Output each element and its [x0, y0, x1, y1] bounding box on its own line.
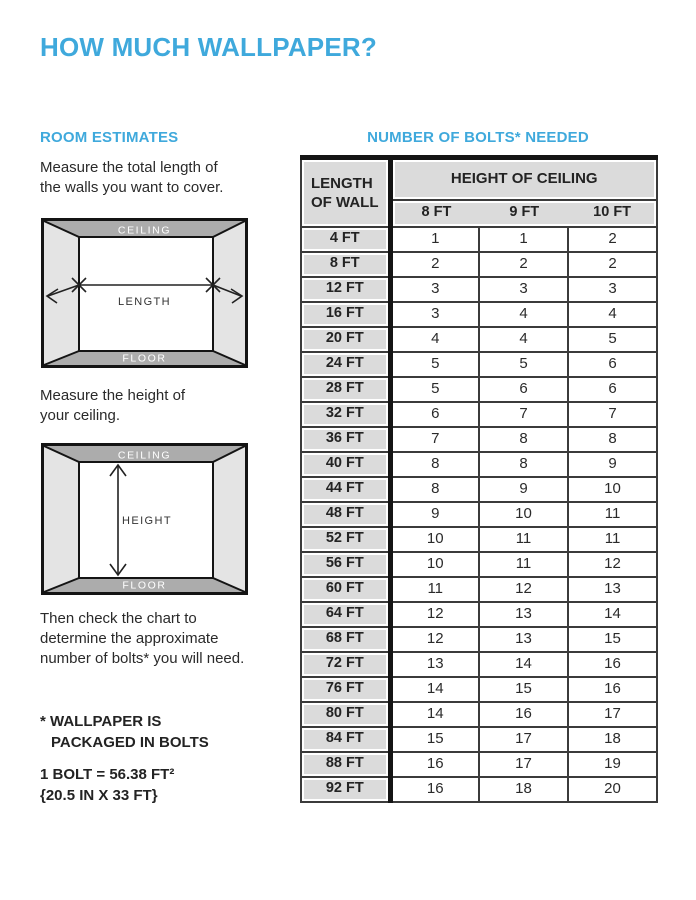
bolt-count-cell: 3 — [390, 277, 479, 302]
bolt-count-cell: 6 — [390, 402, 479, 427]
wall-length-cell: 8 FT — [301, 252, 390, 277]
bolt-count-cell: 9 — [479, 477, 568, 502]
wall-length-cell: 48 FT — [301, 502, 390, 527]
bolt-count-cell: 13 — [479, 602, 568, 627]
wall-length-cell: 60 FT — [301, 577, 390, 602]
bolt-count-cell: 16 — [390, 777, 479, 802]
text-line: your ceiling. — [40, 407, 121, 424]
bolt-count-cell: 16 — [568, 652, 657, 677]
bolt-count-cell: 6 — [568, 377, 657, 402]
wall-length-cell: 28 FT — [301, 377, 390, 402]
bolt-count-cell: 5 — [390, 377, 479, 402]
bolt-count-cell: 1 — [390, 227, 479, 252]
right-wall-surface — [213, 221, 245, 365]
table-row — [301, 677, 657, 702]
bolt-count-cell: 17 — [479, 727, 568, 752]
wall-length-cell: 32 FT — [301, 402, 390, 427]
table-row — [301, 452, 657, 477]
bolt-count-cell: 8 — [479, 452, 568, 477]
bolt-count-cell: 12 — [390, 627, 479, 652]
table-row — [301, 627, 657, 652]
bolt-count-cell: 11 — [390, 577, 479, 602]
ceiling-label: CEILING — [117, 449, 172, 462]
bolt-count-cell: 1 — [479, 227, 568, 252]
wall-length-cell: 24 FT — [301, 352, 390, 377]
table-header-row — [301, 158, 657, 200]
bolts-table — [300, 155, 658, 803]
instruction-measure-length — [40, 158, 223, 198]
bolt-count-cell: 13 — [390, 652, 479, 677]
bolts-table-body — [301, 227, 657, 802]
bolt-count-cell: 11 — [479, 552, 568, 577]
bolts-table-container — [300, 155, 656, 803]
bolt-count-cell: 11 — [568, 502, 657, 527]
bolt-count-cell: 11 — [479, 527, 568, 552]
bolt-count-cell: 5 — [479, 352, 568, 377]
bolt-count-cell: 10 — [390, 552, 479, 577]
bolt-count-cell: 4 — [479, 327, 568, 352]
text-line: determine the approximate — [40, 630, 219, 647]
table-row — [301, 602, 657, 627]
bolt-count-cell: 14 — [568, 602, 657, 627]
bolt-count-cell: 11 — [568, 527, 657, 552]
text-line: * WALLPAPER IS — [40, 713, 162, 730]
bolt-count-cell: 7 — [568, 402, 657, 427]
bolt-count-cell: 2 — [568, 252, 657, 277]
bolt-count-cell: 8 — [390, 452, 479, 477]
bolt-count-cell: 17 — [568, 702, 657, 727]
bolt-count-cell: 15 — [568, 627, 657, 652]
text-line: PACKAGED IN BOLTS — [51, 734, 209, 751]
wall-length-cell: 36 FT — [301, 427, 390, 452]
length-measure-label: LENGTH — [117, 296, 172, 308]
wall-length-cell: 80 FT — [301, 702, 390, 727]
bolt-count-cell: 20 — [568, 777, 657, 802]
bolt-count-cell: 19 — [568, 752, 657, 777]
table-row — [301, 302, 657, 327]
bolt-count-cell: 10 — [568, 477, 657, 502]
wall-length-cell: 44 FT — [301, 477, 390, 502]
bolt-count-cell: 2 — [390, 252, 479, 277]
bolt-count-cell: 15 — [390, 727, 479, 752]
wall-length-cell: 20 FT — [301, 327, 390, 352]
bolt-count-cell: 8 — [479, 427, 568, 452]
wall-length-cell: 72 FT — [301, 652, 390, 677]
bolt-count-cell: 12 — [390, 602, 479, 627]
table-row — [301, 252, 657, 277]
ceiling-heights-subheader — [390, 200, 657, 227]
bolt-count-cell: 2 — [479, 252, 568, 277]
wall-length-cell: 84 FT — [301, 727, 390, 752]
bolt-count-cell: 16 — [390, 752, 479, 777]
table-row — [301, 377, 657, 402]
wall-length-cell: 56 FT — [301, 552, 390, 577]
page-title: HOW MUCH WALLPAPER? — [40, 32, 377, 62]
bolt-count-cell: 12 — [479, 577, 568, 602]
ceiling-9ft-label: 9 FT — [509, 204, 540, 221]
table-row — [301, 427, 657, 452]
bolt-count-cell: 8 — [568, 427, 657, 452]
bolt-count-cell: 12 — [568, 552, 657, 577]
bolt-count-cell: 13 — [479, 627, 568, 652]
wall-length-cell: 16 FT — [301, 302, 390, 327]
floor-label: FLOOR — [122, 352, 167, 365]
table-row — [301, 652, 657, 677]
bolt-count-cell: 14 — [479, 652, 568, 677]
bolt-count-cell: 3 — [390, 302, 479, 327]
wallpaper-bolts-footnote — [40, 711, 209, 753]
text-line: Measure the height of — [40, 387, 186, 404]
bolt-count-cell: 14 — [390, 677, 479, 702]
bolt-count-cell: 18 — [479, 777, 568, 802]
bolt-count-cell: 16 — [568, 677, 657, 702]
bolt-count-cell: 3 — [568, 277, 657, 302]
room-length-diagram — [41, 218, 248, 368]
bolt-count-cell: 5 — [390, 352, 479, 377]
wall-length-cell: 88 FT — [301, 752, 390, 777]
table-row — [301, 577, 657, 602]
wall-length-cell: 4 FT — [301, 227, 390, 252]
text-line: the walls you want to cover. — [40, 179, 224, 196]
table-row — [301, 527, 657, 552]
wall-length-cell: 68 FT — [301, 627, 390, 652]
bolt-count-cell: 4 — [390, 327, 479, 352]
back-wall — [79, 237, 213, 351]
left-wall-surface — [44, 446, 79, 592]
height-measure-label: HEIGHT — [122, 515, 172, 527]
length-of-wall-header — [301, 158, 390, 227]
ceiling-10ft-label: 10 FT — [593, 204, 632, 221]
bolt-count-cell: 9 — [390, 502, 479, 527]
room-estimates-heading: ROOM ESTIMATES — [40, 129, 179, 146]
table-row — [301, 727, 657, 752]
bolt-count-cell: 4 — [479, 302, 568, 327]
bolt-count-cell: 2 — [568, 227, 657, 252]
wall-length-cell: 92 FT — [301, 777, 390, 802]
wall-length-cell: 12 FT — [301, 277, 390, 302]
table-row — [301, 752, 657, 777]
table-row — [301, 477, 657, 502]
instruction-check-chart — [40, 609, 244, 669]
bolt-count-cell: 8 — [390, 477, 479, 502]
text-line: Then check the chart to — [40, 610, 197, 627]
height-of-ceiling-header: HEIGHT OF CEILING — [390, 158, 657, 200]
bolt-count-cell: 3 — [479, 277, 568, 302]
right-wall-surface — [213, 446, 245, 592]
bolt-count-cell: 4 — [568, 302, 657, 327]
table-row — [301, 327, 657, 352]
bolt-count-cell: 14 — [390, 702, 479, 727]
bolt-count-cell: 17 — [479, 752, 568, 777]
ceiling-label: CEILING — [117, 224, 172, 237]
ceiling-8ft-label: 8 FT — [421, 204, 452, 221]
wall-length-cell: 52 FT — [301, 527, 390, 552]
text-line: Measure the total length of — [40, 159, 218, 176]
header-line: OF WALL — [311, 193, 379, 211]
left-wall-surface — [44, 221, 79, 365]
table-row — [301, 502, 657, 527]
wall-length-cell: 64 FT — [301, 602, 390, 627]
bolt-count-cell: 5 — [568, 327, 657, 352]
bolt-count-cell: 7 — [479, 402, 568, 427]
bolts-needed-heading: NUMBER OF BOLTS* NEEDED — [367, 129, 589, 146]
bolt-count-cell: 13 — [568, 577, 657, 602]
table-row — [301, 552, 657, 577]
room-height-diagram — [41, 443, 248, 595]
bolt-size-info — [40, 764, 174, 806]
bolt-count-cell: 16 — [479, 702, 568, 727]
wall-length-cell: 76 FT — [301, 677, 390, 702]
bolt-count-cell: 9 — [568, 452, 657, 477]
table-row — [301, 402, 657, 427]
bolt-count-cell: 18 — [568, 727, 657, 752]
table-row — [301, 352, 657, 377]
table-row — [301, 277, 657, 302]
table-row — [301, 702, 657, 727]
bolt-count-cell: 7 — [390, 427, 479, 452]
text-line: 1 BOLT = 56.38 FT² — [40, 766, 175, 783]
text-line: number of bolts* you will need. — [40, 650, 245, 667]
wall-length-cell: 40 FT — [301, 452, 390, 477]
table-row — [301, 777, 657, 802]
bolt-count-cell: 15 — [479, 677, 568, 702]
header-line: LENGTH — [311, 174, 373, 192]
bolt-count-cell: 6 — [568, 352, 657, 377]
instruction-measure-height — [40, 386, 185, 426]
bolt-count-cell: 6 — [479, 377, 568, 402]
table-row — [301, 227, 657, 252]
bolt-count-cell: 10 — [479, 502, 568, 527]
text-line: {20.5 IN X 33 FT} — [40, 787, 158, 804]
bolt-count-cell: 10 — [390, 527, 479, 552]
floor-label: FLOOR — [122, 579, 167, 592]
